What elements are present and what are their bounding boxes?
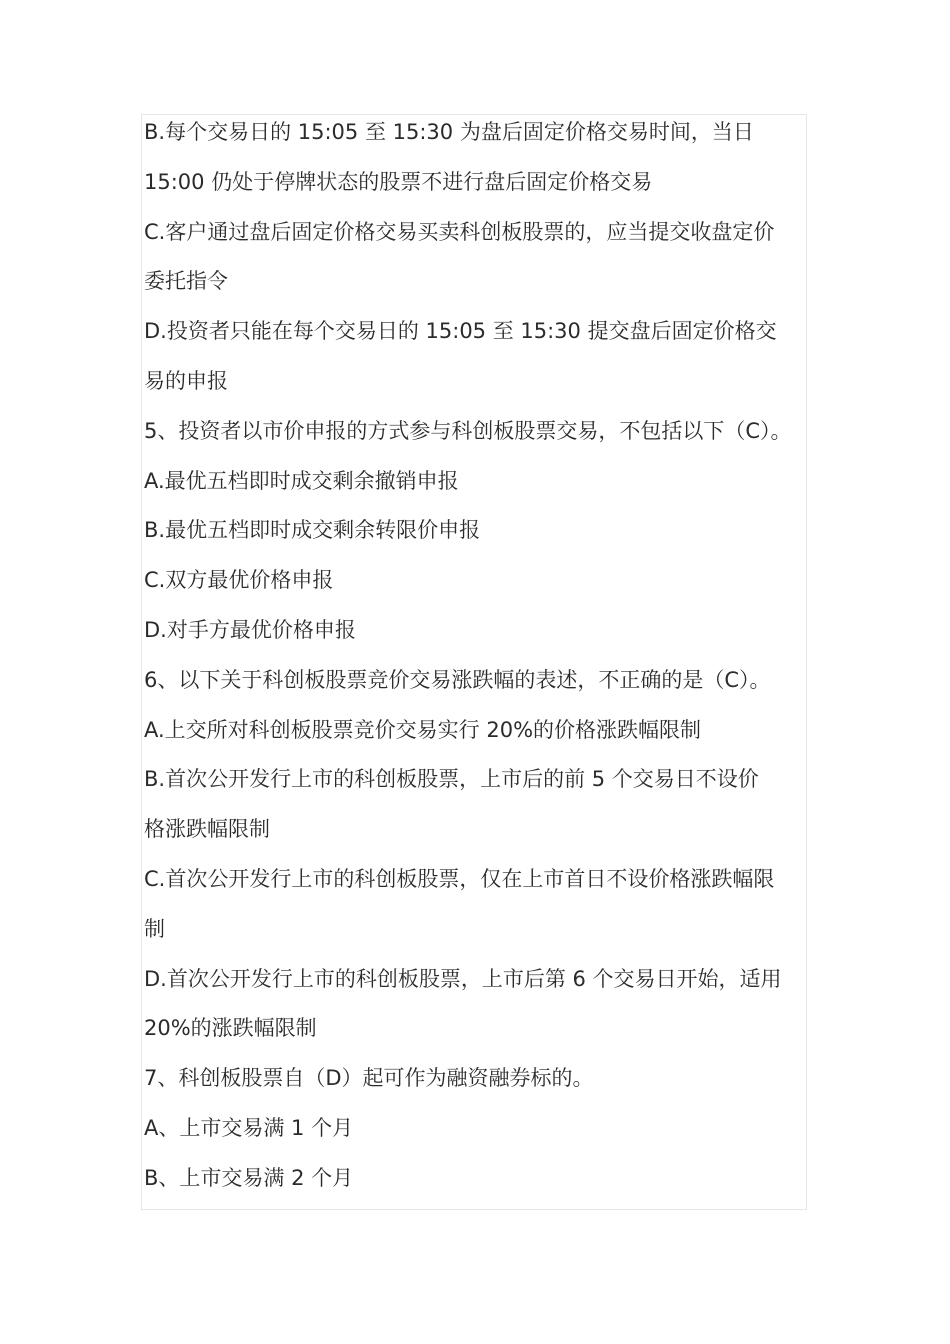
q5-option-d: D.对手方最优价格申报 xyxy=(144,617,356,642)
option-c-line-2: 委托指令 xyxy=(144,269,228,294)
option-d-line-1: D.投资者只能在每个交易日的 15:05 至 15:30 提交盘后固定价格交 xyxy=(144,319,777,344)
option-b-line-1: B.每个交易日的 15:05 至 15:30 为盘后固定价格交易时间，当日 xyxy=(144,120,754,144)
q7-option-b: B、上市交易满 2 个月 xyxy=(144,1165,354,1190)
q6-option-c-line-2: 制 xyxy=(144,916,165,941)
q6-option-b-line-2: 格涨跌幅限制 xyxy=(144,817,270,842)
q6-option-a: A.上交所对科创板股票竞价交易实行 20%的价格涨跌幅限制 xyxy=(144,717,702,742)
question-5: 5、投资者以市价申报的方式参与科创板股票交易，不包括以下（C）。 xyxy=(144,418,792,443)
option-b-line-2: 15:00 仍处于停牌状态的股票不进行盘后固定价格交易 xyxy=(144,169,653,194)
q5-option-c: C.双方最优价格申报 xyxy=(144,568,334,593)
question-6: 6、以下关于科创板股票竞价交易涨跌幅的表述，不正确的是（C）。 xyxy=(144,667,771,692)
q5-option-a: A.最优五档即时成交剩余撤销申报 xyxy=(144,468,459,493)
q5-option-b: B.最优五档即时成交剩余转限价申报 xyxy=(144,518,481,543)
q6-option-d-line-1: D.首次公开发行上市的科创板股票，上市后第 6 个交易日开始，适用 xyxy=(144,966,782,991)
q6-option-b-line-1: B.首次公开发行上市的科创板股票，上市后的前 5 个交易日不设价 xyxy=(144,767,759,792)
document-body xyxy=(144,108,814,1204)
q6-option-d-line-2: 20%的涨跌幅限制 xyxy=(144,1016,317,1041)
q7-option-a: A、上市交易满 1 个月 xyxy=(144,1115,354,1140)
q6-option-c-line-1: C.首次公开发行上市的科创板股票，仅在上市首日不设价格涨跌幅限 xyxy=(144,866,775,891)
question-7: 7、科创板股票自（D）起可作为融资融券标的。 xyxy=(144,1066,594,1091)
option-d-line-2: 易的申报 xyxy=(144,368,228,393)
option-c-line-1: C.客户通过盘后固定价格交易买卖科创板股票的，应当提交收盘定价 xyxy=(144,219,775,244)
